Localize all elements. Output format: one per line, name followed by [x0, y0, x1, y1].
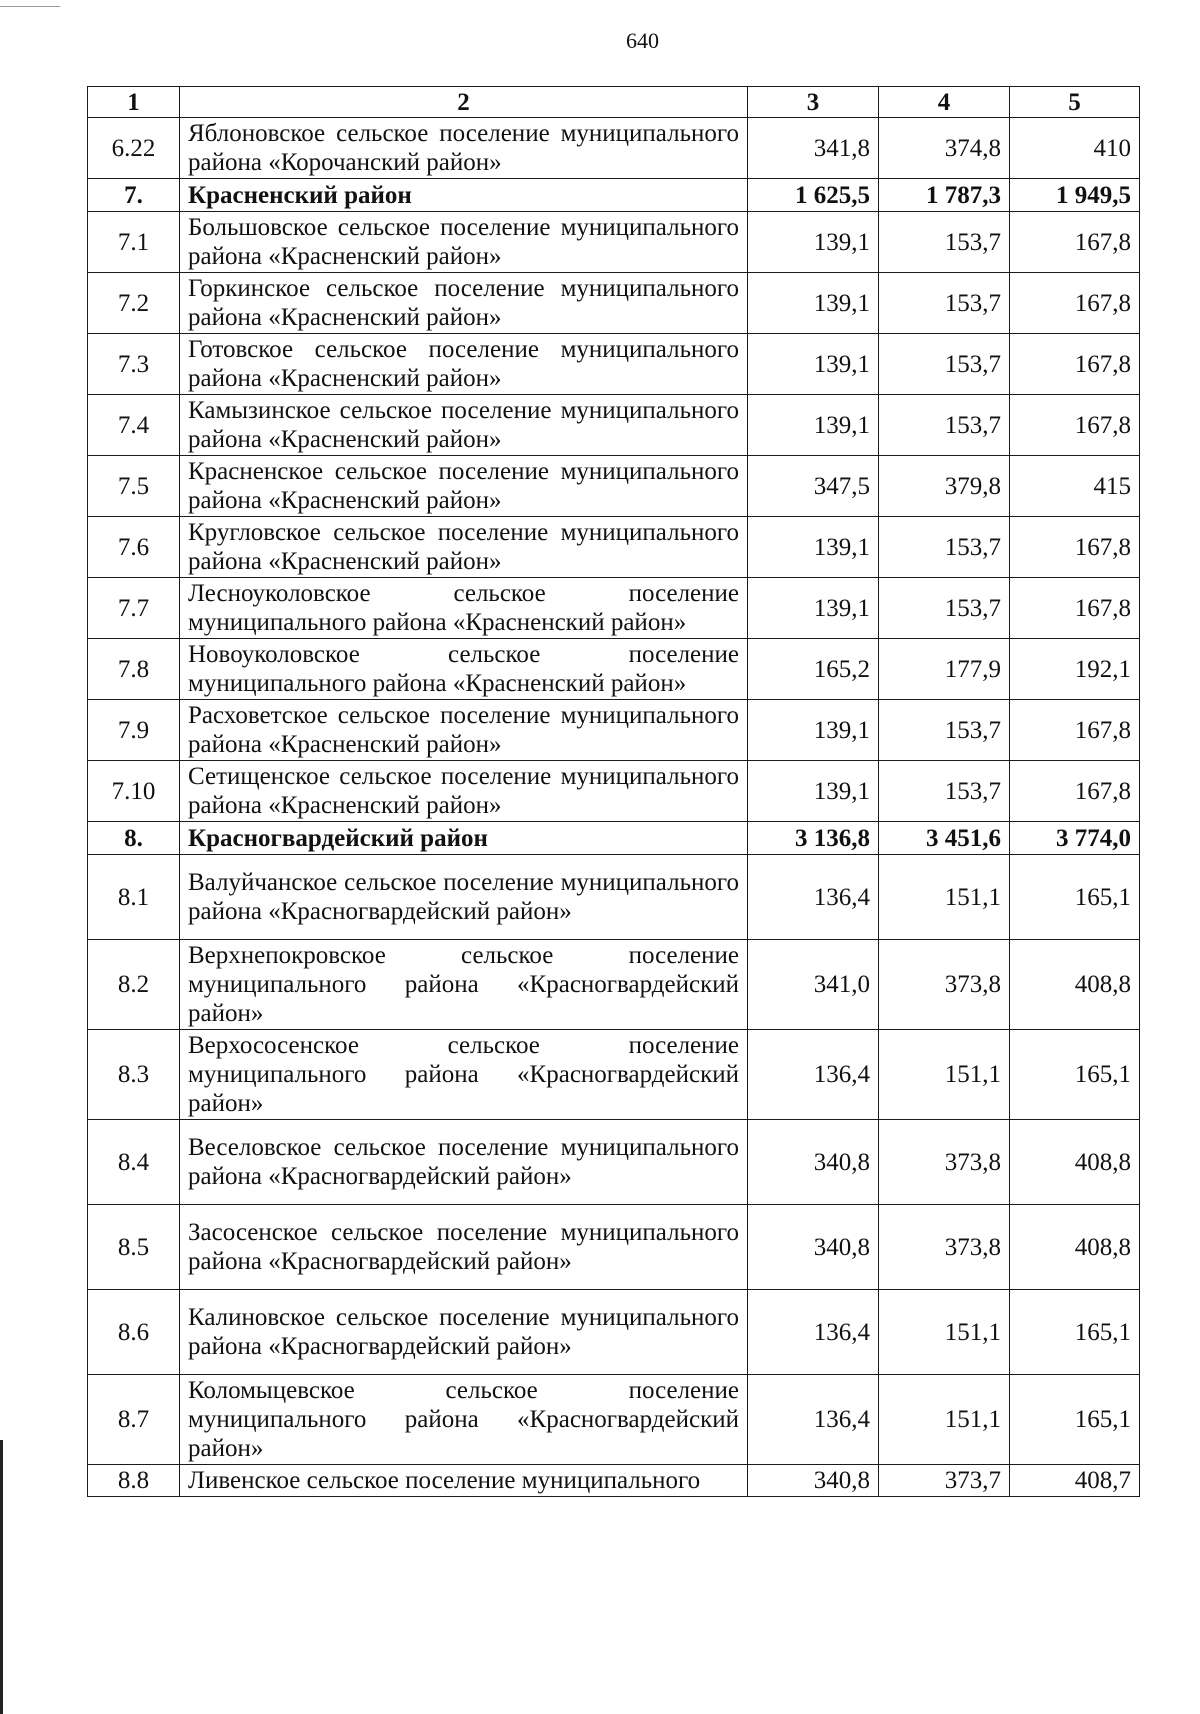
value-col4-cell: 153,7 — [879, 761, 1010, 822]
value-col5-cell: 3 774,0 — [1010, 822, 1140, 855]
row-number-cell: 6.22 — [88, 118, 180, 179]
settlement-name-cell: Горкинское сельское поселение муниципального района «Красненский район» — [180, 273, 748, 334]
table-row — [88, 1290, 1140, 1375]
value-col4-cell: 373,7 — [879, 1465, 1010, 1497]
value-col5-cell: 167,8 — [1010, 761, 1140, 822]
scan-artifact-line — [0, 6, 60, 7]
page-number: 640 — [626, 28, 659, 53]
value-col5-cell: 167,8 — [1010, 395, 1140, 456]
table-row — [88, 1205, 1140, 1290]
row-number-cell: 7.7 — [88, 578, 180, 639]
value-col3-cell: 139,1 — [748, 761, 879, 822]
value-col3-cell: 136,4 — [748, 855, 879, 940]
value-col4-cell: 153,7 — [879, 334, 1010, 395]
row-number-cell: 7.5 — [88, 456, 180, 517]
settlement-name-cell: Ливенское сельское поселение муниципального — [180, 1465, 748, 1497]
value-col4-cell: 153,7 — [879, 700, 1010, 761]
settlement-name-cell: Веселовское сельское поселение муниципального района «Красногвардейский район» — [180, 1120, 748, 1205]
table-row — [88, 118, 1140, 179]
value-col5-cell: 167,8 — [1010, 517, 1140, 578]
value-col4-cell: 153,7 — [879, 395, 1010, 456]
value-col3-cell: 340,8 — [748, 1120, 879, 1205]
value-col3-cell: 136,4 — [748, 1290, 879, 1375]
value-col5-cell: 167,8 — [1010, 273, 1140, 334]
settlement-name-cell: Красногвардейский район — [180, 822, 748, 855]
table-header-row — [88, 87, 1140, 118]
settlement-name-cell: Кругловское сельское поселение муниципального района «Красненский район» — [180, 517, 748, 578]
value-col5-cell: 408,7 — [1010, 1465, 1140, 1497]
settlement-name-cell: Большовское сельское поселение муниципального района «Красненский район» — [180, 212, 748, 273]
value-col3-cell: 136,4 — [748, 1030, 879, 1120]
value-col4-cell: 153,7 — [879, 517, 1010, 578]
table-row — [88, 395, 1140, 456]
settlement-name-cell: Засосенское сельское поселение муниципального района «Красногвардейский район» — [180, 1205, 748, 1290]
table-row — [88, 1120, 1140, 1205]
value-col4-cell: 3 451,6 — [879, 822, 1010, 855]
value-col3-cell: 1 625,5 — [748, 179, 879, 212]
row-number-cell: 7. — [88, 179, 180, 212]
value-col5-cell: 410 — [1010, 118, 1140, 179]
value-col5-cell: 165,1 — [1010, 1290, 1140, 1375]
value-col3-cell: 139,1 — [748, 334, 879, 395]
value-col3-cell: 3 136,8 — [748, 822, 879, 855]
value-col4-cell: 151,1 — [879, 1290, 1010, 1375]
value-col5-cell: 415 — [1010, 456, 1140, 517]
value-col5-cell: 165,1 — [1010, 1030, 1140, 1120]
value-col5-cell: 192,1 — [1010, 639, 1140, 700]
value-col4-cell: 151,1 — [879, 1030, 1010, 1120]
table-row — [88, 334, 1140, 395]
header-cell-4: 4 — [879, 87, 1010, 118]
row-number-cell: 7.2 — [88, 273, 180, 334]
value-col4-cell: 153,7 — [879, 578, 1010, 639]
settlement-name-cell: Новоуколовское сельское поселение муниципального района «Красненский район» — [180, 639, 748, 700]
value-col3-cell: 136,4 — [748, 1375, 879, 1465]
row-number-cell: 8.5 — [88, 1205, 180, 1290]
table-row — [88, 578, 1140, 639]
value-col3-cell: 139,1 — [748, 517, 879, 578]
table-row — [88, 940, 1140, 1030]
settlement-name-cell: Верхнепокровское сельское поселение муниципального района «Красногвардейский район» — [180, 940, 748, 1030]
value-col3-cell: 341,0 — [748, 940, 879, 1030]
row-number-cell: 7.10 — [88, 761, 180, 822]
value-col3-cell: 139,1 — [748, 212, 879, 273]
row-number-cell: 7.4 — [88, 395, 180, 456]
row-number-cell: 8.4 — [88, 1120, 180, 1205]
value-col4-cell: 373,8 — [879, 940, 1010, 1030]
table-row — [88, 212, 1140, 273]
table-row — [88, 639, 1140, 700]
settlement-name-cell: Красненский район — [180, 179, 748, 212]
value-col4-cell: 373,8 — [879, 1205, 1010, 1290]
value-col5-cell: 167,8 — [1010, 700, 1140, 761]
row-number-cell: 7.3 — [88, 334, 180, 395]
value-col4-cell: 374,8 — [879, 118, 1010, 179]
value-col3-cell: 340,8 — [748, 1205, 879, 1290]
table-row — [88, 273, 1140, 334]
district-row — [88, 822, 1140, 855]
value-col5-cell: 408,8 — [1010, 940, 1140, 1030]
table-row — [88, 700, 1140, 761]
value-col4-cell: 177,9 — [879, 639, 1010, 700]
table-row — [88, 855, 1140, 940]
value-col5-cell: 165,1 — [1010, 1375, 1140, 1465]
row-number-cell: 7.6 — [88, 517, 180, 578]
value-col3-cell: 139,1 — [748, 395, 879, 456]
row-number-cell: 8.6 — [88, 1290, 180, 1375]
value-col4-cell: 151,1 — [879, 855, 1010, 940]
value-col5-cell: 167,8 — [1010, 212, 1140, 273]
settlement-name-cell: Камызинское сельское поселение муниципального района «Красненский район» — [180, 395, 748, 456]
value-col4-cell: 153,7 — [879, 212, 1010, 273]
value-col3-cell: 139,1 — [748, 273, 879, 334]
settlement-name-cell: Готовское сельское поселение муниципального района «Красненский район» — [180, 334, 748, 395]
header-cell-5: 5 — [1010, 87, 1140, 118]
settlement-name-cell: Яблоновское сельское поселение муниципального района «Корочанский район» — [180, 118, 748, 179]
settlement-name-cell: Калиновское сельское поселение муниципального района «Красногвардейский район» — [180, 1290, 748, 1375]
table-row — [88, 1375, 1140, 1465]
header-cell-1: 1 — [88, 87, 180, 118]
row-number-cell: 8.7 — [88, 1375, 180, 1465]
row-number-cell: 8.1 — [88, 855, 180, 940]
value-col5-cell: 165,1 — [1010, 855, 1140, 940]
value-col4-cell: 379,8 — [879, 456, 1010, 517]
settlement-name-cell: Коломыцевское сельское поселение муниципального района «Красногвардейский район» — [180, 1375, 748, 1465]
value-col4-cell: 153,7 — [879, 273, 1010, 334]
table-row — [88, 456, 1140, 517]
settlement-name-cell: Валуйчанское сельское поселение муниципального района «Красногвардейский район» — [180, 855, 748, 940]
value-col5-cell: 408,8 — [1010, 1205, 1140, 1290]
row-number-cell: 7.1 — [88, 212, 180, 273]
table-row — [88, 761, 1140, 822]
value-col4-cell: 151,1 — [879, 1375, 1010, 1465]
district-row — [88, 179, 1140, 212]
table-row — [88, 517, 1140, 578]
value-col3-cell: 139,1 — [748, 700, 879, 761]
data-table — [87, 86, 1140, 1497]
value-col3-cell: 340,8 — [748, 1465, 879, 1497]
row-number-cell: 8. — [88, 822, 180, 855]
table-row — [88, 1030, 1140, 1120]
row-number-cell: 7.8 — [88, 639, 180, 700]
header-cell-2: 2 — [180, 87, 748, 118]
value-col3-cell: 139,1 — [748, 578, 879, 639]
row-number-cell: 8.3 — [88, 1030, 180, 1120]
row-number-cell: 8.2 — [88, 940, 180, 1030]
value-col3-cell: 341,8 — [748, 118, 879, 179]
value-col5-cell: 1 949,5 — [1010, 179, 1140, 212]
settlement-name-cell: Верхососенское сельское поселение муниципального района «Красногвардейский район» — [180, 1030, 748, 1120]
value-col4-cell: 373,8 — [879, 1120, 1010, 1205]
value-col3-cell: 347,5 — [748, 456, 879, 517]
row-number-cell: 8.8 — [88, 1465, 180, 1497]
value-col5-cell: 408,8 — [1010, 1120, 1140, 1205]
settlement-name-cell: Красненское сельское поселение муниципального района «Красненский район» — [180, 456, 748, 517]
table-body — [88, 87, 1140, 1497]
table-row — [88, 1465, 1140, 1497]
row-number-cell: 7.9 — [88, 700, 180, 761]
scan-edge-mark — [0, 1440, 3, 1714]
settlement-name-cell: Лесноуколовское сельское поселение муниципального района «Красненский район» — [180, 578, 748, 639]
header-cell-3: 3 — [748, 87, 879, 118]
value-col3-cell: 165,2 — [748, 639, 879, 700]
settlement-name-cell: Сетищенское сельское поселение муниципального района «Красненский район» — [180, 761, 748, 822]
value-col5-cell: 167,8 — [1010, 578, 1140, 639]
settlement-name-cell: Расховетское сельское поселение муниципального района «Красненский район» — [180, 700, 748, 761]
value-col4-cell: 1 787,3 — [879, 179, 1010, 212]
value-col5-cell: 167,8 — [1010, 334, 1140, 395]
